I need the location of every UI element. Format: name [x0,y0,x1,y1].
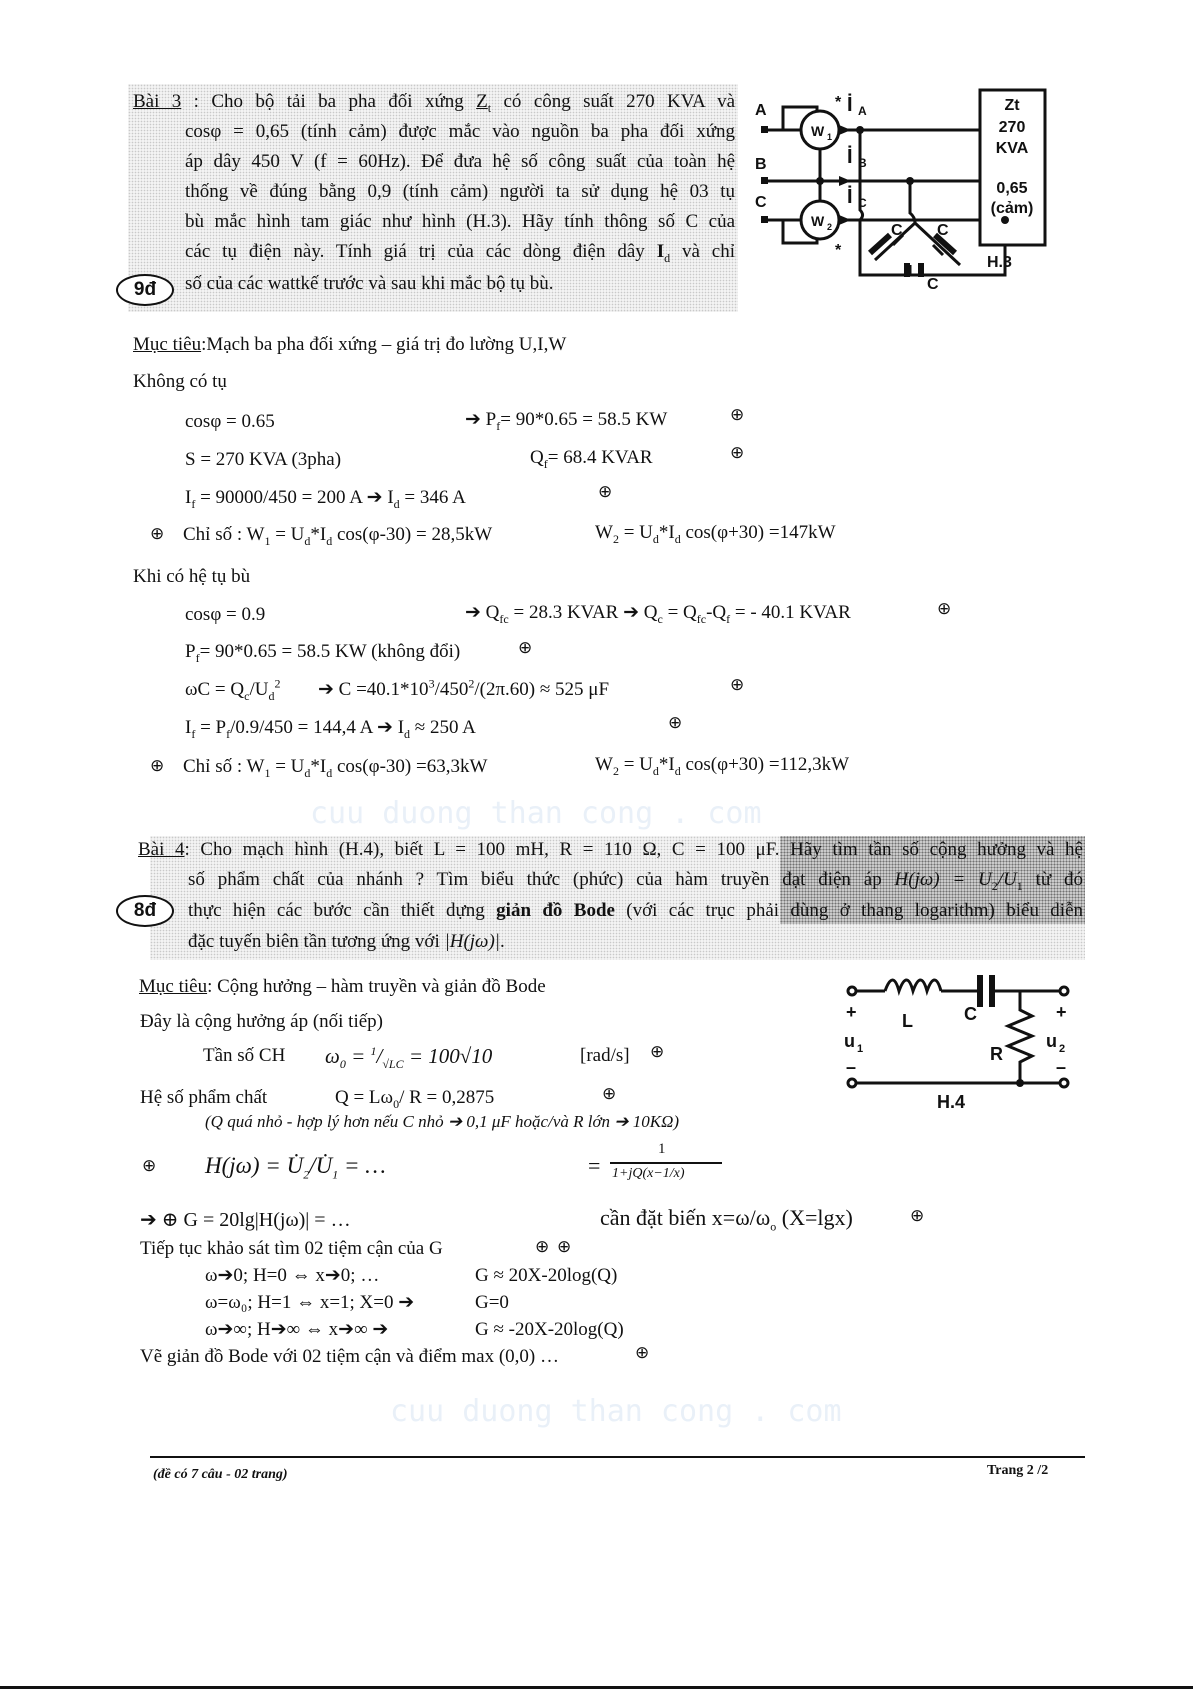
current-b-sub: B [858,156,867,170]
page-number: Trang 2 /2 [987,1463,1049,1478]
subscript: d [404,726,411,741]
fraction-numerator: 1 [658,1141,666,1157]
score-mark-icon: ⊕ [535,1237,550,1257]
transfer-function: $H(j\omega) = U̇_2/U̇_1$ = … [205,1153,386,1182]
subscript: f [543,456,548,471]
current-a-label: İ [847,94,853,116]
italic-text: H(jω) = U [894,869,992,890]
equation: Chỉ số : $W_1 = U_d*I_d$ cos(φ-30) = 28,5kW [183,524,493,548]
capacitor-label: C [937,222,949,239]
equation: $I_f = 90000/450 = 200$ A ➔ $I_d = 346$ A [185,487,466,511]
conclusion: Vẽ giản đồ Bode với 02 tiệm cận và điểm max (0,0) … [140,1346,559,1367]
u2-label: u [1046,1031,1057,1051]
subscript: d [304,533,311,548]
equation: ➔ $Q_{fc} = 28.3$ KVAR ➔ $Q_c = Q_{fc}-Q_f$ = - 40.1 KVAR [465,602,851,626]
rlc-circuit-diagram [840,965,1080,1115]
quality-formula: $Q = L\omega_0/$ R = 0,2875 [335,1087,495,1111]
points-badge: 8đ [116,895,174,927]
problem-4-line: thực hiện các bước cần thiết dựng giản đồ Bode (với các trục phải dùng ở thang logarithm) biểu diễn [188,900,1084,921]
subscript: d [664,250,671,265]
score-mark-icon: ⊕ [142,1156,157,1176]
subscript: 2 [612,763,619,778]
asymptote-case: ω➔∞; H➔∞ ⇔ x➔∞ ➔ [205,1319,389,1340]
gain-formula: ➔ ⊕ G = 20lg|H(jω)| = … [140,1209,351,1231]
load-label: (cảm) [990,200,1034,217]
problem-3-line: cosφ = 0,65 (tính cảm) được mắc vào nguồn ba pha đối xứng [185,121,735,142]
subscript: f [496,418,501,433]
subscript: f [226,726,231,741]
equation: Chỉ số : $W_1 = U_d*I_d$ cos(φ-30) =63,3kW [183,756,488,780]
load-label: KVA [995,140,1029,157]
resistor-label: R [990,1044,1003,1064]
watermark: cuu duong than cong . com [310,796,762,831]
score-mark-icon: ⊕ [937,599,952,619]
bold-text: I [656,241,665,262]
equation: $Q_f= 68.4$ KVAR [530,447,653,471]
fraction-denominator: 1+jQ(x−1/x) [612,1166,685,1181]
equation: $P_f= 90*0.65 = 58.5$ KW (không đổi) [185,641,461,665]
inductor-label: L [902,1011,913,1031]
plus-sign: + [1056,1002,1067,1022]
subscript: f [195,650,200,665]
problem-3-line: thống về đúng bằng 0,9 (tính cảm) người ta sử dụng hệ 03 tụ [185,181,735,202]
underlined-text: Mục tiêu [139,976,208,997]
score-mark-icon: ⊕ [730,443,745,463]
fraction-bar [610,1162,722,1164]
wattmeter-2-label: W [811,213,825,229]
u1-sub: 1 [857,1043,864,1055]
freq-formula: $\omega_0 = ^1/_{√LC} = 100√10$ [325,1044,493,1072]
freq-unit: [rad/s] [580,1045,630,1066]
subscript: 0 [393,1096,400,1111]
subscript: o [770,1219,777,1234]
problem-4-line: đặc tuyến biên tần tương ứng với |H(jω)|. [188,931,505,952]
problem-3-line: các tụ điện này. Tính giá trị của các dòng điện dây $I_d$ và chỉ [185,241,735,265]
capacitor-label: C [927,276,939,291]
score-mark-icon: ⊕ [598,482,613,502]
subscript: 2 [991,878,998,893]
load-label: Zt [1004,97,1020,114]
star-mark: * [835,94,842,111]
phase-c-label: C [755,194,767,211]
equation: ➔ $C =40.1*10^3/450^2/(2\pi.60) \approx 525$ μF [318,676,610,700]
subscript: t [487,100,492,115]
subscript: d [674,531,681,546]
u1-label: u [844,1031,855,1051]
asymptote-heading: Tiếp tục khảo sát tìm 02 tiệm cận của G [140,1238,443,1259]
current-b-label: İ [847,146,853,168]
figure-caption: H.3 [987,254,1012,271]
equation: $W_2 = U_d*I_d$ cos(φ+30) =112,3kW [595,754,850,778]
subscript: c [657,611,663,626]
wattmeter-1-sub: 1 [827,132,833,142]
subscript: fc [696,611,707,626]
score-mark-icon: ⊕ [150,756,165,776]
score-mark-icon: ⊕ [557,1237,572,1257]
objective: Mục tiêu:Mạch ba pha đối xứng – giá trị đo lường U,I,W [133,334,567,355]
current-c-sub: C [858,196,867,210]
section-heading: Không có tụ [133,371,227,392]
points-badge: 9đ [116,274,174,306]
problem-4-line: số phẩm chất của nhánh ? Tìm biểu thức (phức) của hàm truyền đạt điện áp $H(j\omega) = U_2/U_1$ từ đó [188,869,1083,893]
score-mark-icon: ⊕ [730,675,745,695]
subscript: d [652,763,659,778]
superscript: 2 [468,676,475,691]
italic-text: |H(jω)| [444,931,501,952]
problem-3-line: Bài 3 : Cho bộ tải ba pha đối xứng $Z_t$ có công suất 270 KVA và [133,91,736,115]
capacitor-label: C [891,222,903,239]
substitution: cần đặt biến $x=\omega/\omega_o$ (X=lgx) [600,1205,853,1234]
subscript: 1 [332,1167,339,1182]
phase-a-label: A [755,102,767,119]
underlined-text: Bài 3 [133,91,182,112]
problem-3-line: áp dây 450 V (f = 60Hz). Để đưa hệ số công suất của toàn hệ [185,151,735,172]
capacitor-label: C [964,1004,977,1024]
current-a-sub: A [858,104,867,118]
subscript: fc [499,611,509,626]
italic-text: /U [997,869,1017,890]
asymptote-case: ω➔0; H=0 ⇔ x➔0; … [205,1265,380,1286]
plus-sign: + [846,1002,857,1022]
equation: cosφ = 0.65 [185,411,275,432]
score-mark-icon: ⊕ [518,638,533,658]
subscript: d [674,763,681,778]
subscript: 2 [612,531,619,546]
superscript: 3 [428,676,435,691]
subscript: f [191,496,196,511]
underlined-text: Z [476,91,488,112]
subscript: f [726,611,731,626]
equation: cosφ = 0.9 [185,604,266,625]
superscript: 1 [370,1044,377,1058]
equation: ➔ $P_f= 90*0.65 = 58.5$ KW [465,409,668,433]
superscript: 2 [274,676,281,691]
minus-sign: – [846,1057,857,1077]
footer-note: (đề có 7 câu - 02 trang) [153,1467,288,1482]
asymptote-result: G=0 [475,1292,509,1313]
u2-sub: 2 [1059,1043,1066,1055]
problem-3-line: số của các wattkế trước và sau khi mắc bộ tụ bù. [185,273,554,294]
underlined-text: Bài 4 [138,839,185,860]
score-mark-icon: ⊕ [602,1084,617,1104]
note: (Q quá nhỏ - hợp lý hơn nếu C nhỏ ➔ 0,1 μF hoặc/và R lớn ➔ 10KΩ) [205,1112,680,1131]
bold-text: giản đồ Bode [496,900,615,921]
phase-b-label: B [755,156,767,173]
problem-4-line: Bài 4: Cho mạch hình (H.4), biết L = 100 mH, R = 110 Ω, C = 100 μF. Hãy tìm tần số cộng hưởng và hệ [138,839,1083,860]
footer-rule [150,1456,1085,1458]
asymptote-result: G ≈ -20X-20log(Q) [475,1319,624,1340]
resonance-type: Đây là cộng hưởng áp (nối tiếp) [140,1011,384,1032]
subscript: d [268,688,275,703]
equation: $I_f = P_f/0.9/450 = 144,4$ A ➔ $I_d \approx 250$ A [185,717,476,741]
three-phase-circuit-diagram [755,85,1055,291]
subscript: d [304,765,311,780]
figure-caption: H.4 [937,1092,966,1112]
load-label: 270 [998,119,1026,136]
subscript: f [191,726,196,741]
watermark: cuu duong than cong . com [390,1394,842,1429]
score-mark-icon: ⊕ [635,1343,650,1363]
equation: S = 270 KVA (3pha) [185,449,342,470]
problem-3-line: bù mắc hình tam giác như hình (H.3). Hãy tính thông số C của [185,211,735,232]
load-label: 0,65 [996,180,1028,197]
subscript: √LC [382,1057,404,1072]
objective: Mục tiêu: Cộng hưởng – hàm truyền và giản đồ Bode [139,976,546,997]
subscript: 1 [264,765,271,780]
subscript: 2 [303,1167,310,1182]
subscript: c [244,688,250,703]
wattmeter-1-label: W [811,123,825,139]
fraction-equals: = [588,1153,601,1178]
subscript: d [393,496,400,511]
subscript: d [326,765,333,780]
score-mark-icon: ⊕ [668,713,683,733]
subscript: d [326,533,333,548]
star-mark: * [835,242,842,259]
equation: $\omega C = Q_c/U_d^2$ [185,676,281,703]
asymptote-result: G ≈ 20X-20log(Q) [475,1265,618,1286]
subscript: 0 [339,1057,346,1072]
underlined-text: Mục tiêu [133,334,202,355]
score-mark-icon: ⊕ [650,1042,665,1062]
equation: $W_2 = U_d*I_d$ cos(φ+30) =147kW [595,522,836,546]
section-heading: Khi có hệ tụ bù [133,566,251,587]
subscript: 1 [1016,878,1023,893]
asymptote-case: ω=ω₀; H=1 ⇔ x=1; X=0 ➔ [205,1292,415,1313]
minus-sign: – [1056,1057,1067,1077]
subscript: d [652,531,659,546]
score-mark-icon: ⊕ [150,524,165,544]
wattmeter-2-sub: 2 [827,222,833,232]
quality-label: Hệ số phẩm chất [140,1087,268,1108]
current-c-label: İ [847,186,853,208]
score-mark-icon: ⊕ [910,1206,925,1226]
freq-label: Tần số CH [203,1045,286,1066]
subscript: 1 [264,533,271,548]
score-mark-icon: ⊕ [730,405,745,425]
